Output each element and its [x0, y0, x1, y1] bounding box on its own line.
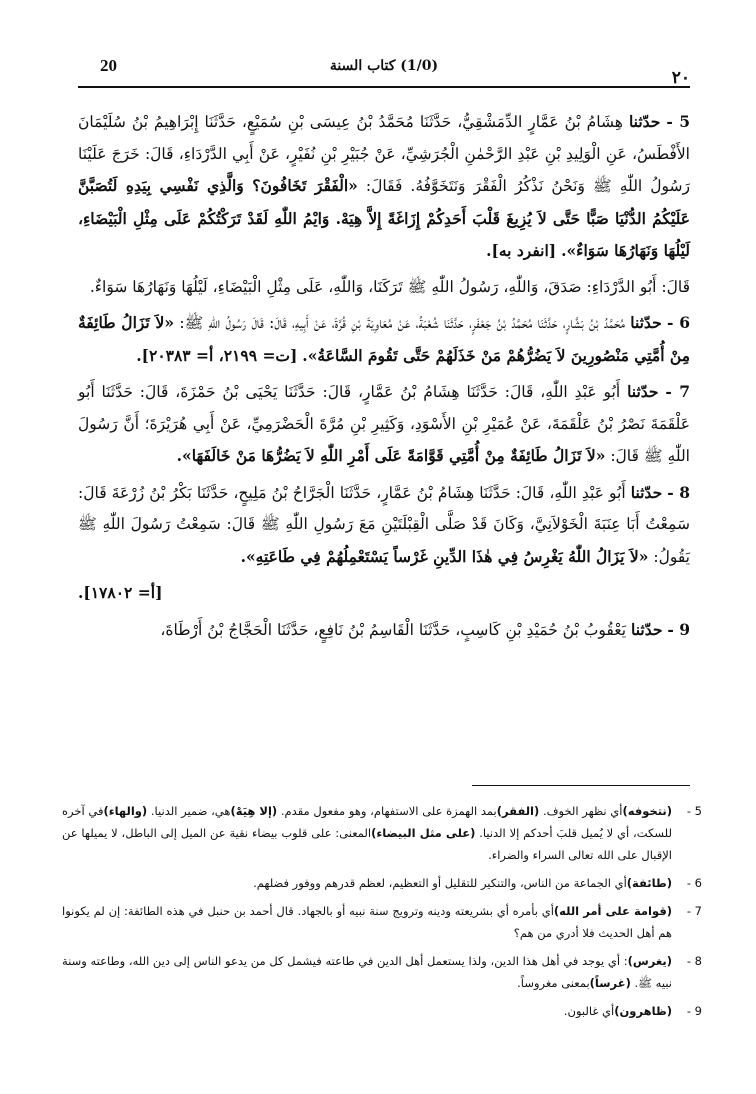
hadith-isnad: يَعْقُوبُ بْنُ حُمَيْدِ بْنِ كَاسِبٍ، حَدَّثَنَا الْقَاسِمُ بْنُ نَافِعٍ، حَدَّثَنَا الْحَجَّاجُ بْنُ أَرْطَاةَ،: [160, 620, 627, 639]
footnote-term: (على مثل البيضاء): [371, 826, 476, 840]
footnote-text: في آخره للسكت، أي لا يُميل قلبَ أحدكم إلا الدنيا.: [62, 804, 672, 840]
hadith-reference: [انفرد به].: [486, 241, 557, 260]
hadith-number: 6 -: [666, 313, 690, 332]
haddathana-word: حدّثنا: [627, 382, 659, 401]
footnote-divider: [472, 785, 690, 786]
footnote-term: (غرساً): [589, 976, 631, 990]
hadith-8: [78, 477, 690, 574]
footnote-text: المعنى: على قلوب بيضاء نقية عن الميل إلى الباطل، لا يميلها عن الإقبال على الله تعالى السراء والضراء.: [62, 826, 672, 862]
footnote-text: أي الجماعة من الناس، والتنكير للتقليل أو التعظيم، لعظم قدرهم ووفور فضلهم.: [253, 876, 627, 890]
haddathana-word: حدّثنا: [630, 313, 662, 332]
hadith-isnad: أَبُو عَبْدِ اللّٰهِ، قَالَ: حَدَّثَنَا هِشَامُ بْنُ عَمَّارٍ، قَالَ: حَدَّثَنَا يَحْيَى بْنُ حَمْزَةَ، قَالَ: حَدَّثَنَا أَبُو عَلْقَمَةَ نَصْرُ بْنُ عَلْقَمَةَ، عَنْ عُمَيْرِ بْنِ الأَسْوَدِ، وَكَثِيرِ بْنِ مُرَّةَ الْحَضْرَمِيِّ، عَنْ أَبِي هُرَيْرَةَ؛ أَنَّ رَسُولَ اللّٰهِ ﷺ قَالَ:: [78, 383, 690, 465]
footnote-term: (قوامة على أمر الله): [553, 904, 672, 918]
haddathana-word: حدّثنا: [628, 112, 661, 131]
footnote-text: أي نظهر الخوف.: [539, 804, 623, 818]
page-number-arabic: ٢٠: [671, 68, 690, 88]
hadith-matn: «لاَ يَزَالُ اللّٰهُ يَغْرِسُ فِي هٰذَا الدِّينِ غَرْساً يَسْتَعْمِلُهُمْ فِي طَاعَتِهِ».: [240, 546, 649, 566]
hadith-isnad: أَبُو عَبْدِ اللّٰهِ، قَالَ: حَدَّثَنَا هِشَامُ بْنُ عَمَّارٍ، حَدَّثَنَا الْجَرَّاحُ بْنُ مَلِيحٍ، حَدَّثَنَا بَكْرُ بْنُ زُرْعَةَ قَالَ: سَمِعْتُ أَبَا عِنَبَةَ الْخَوْلاَنِيَّ، وَكَانَ قَدْ صَلَّى الْقِبْلَتَيْنِ مَعَ رَسُولِ اللّٰهِ ﷺ قَالَ: سَمِعْتُ رَسُولَ اللّٰهِ ﷺ يَقُولُ:: [78, 483, 690, 566]
footnote-text: : أي يوجد في أهل هذا الدين، ولذا يستعمل أهل الدين في طاعته فيشمل كل من يدعو الناس إلى دين الله، وطاعته وسنة نبيه ﷺ.: [62, 954, 672, 990]
footnote: [62, 950, 702, 994]
footnote-number: 5 -: [686, 804, 702, 818]
footnote-number: 7 -: [686, 904, 702, 918]
hadith-number: 8 -: [667, 482, 690, 502]
hadith-number: 7 -: [665, 382, 690, 401]
page-header: [78, 52, 690, 88]
hadith-9: [78, 614, 690, 647]
footnote-number: 6 -: [686, 876, 702, 890]
hadith-8-reference: [78, 577, 690, 610]
hadith-reference: [ت= ٢١٩٩، أ= ٢٠٣٨٣].: [136, 345, 298, 365]
hadith-matn: «لاَ تَزَالُ طَائِفَةٌ مِنْ أُمَّتِي قَوَّامَةً عَلَى أَمْرِ اللّٰهِ لاَ يَضُرُّهَا مَنْ خَالَفَهَا».: [176, 446, 606, 465]
footnote-term: (والهاء): [103, 804, 148, 818]
footnote-number: 9 -: [686, 1004, 702, 1018]
hadith-5-comment: [78, 272, 690, 304]
hadith-reference: [أ= ١٧٨٠٢].: [78, 583, 163, 602]
hadith-6: [78, 307, 690, 372]
footnote: [62, 900, 702, 944]
footnote-term: (ظاهرون): [614, 1004, 672, 1018]
hadith-comment: قَالَ: أَبُو الدَّرْدَاءِ: صَدَقَ، وَاللّٰهِ، رَسُولُ اللّٰهِ ﷺ تَرَكَنَا، وَاللّٰهِ، عَلَى مِثْلِ الْبَيْضَاءِ، لَيْلُهَا وَنَهَارُهَا سَوَاءٌ.: [89, 277, 690, 296]
hadith-number: 9 -: [667, 619, 690, 639]
hadith-isnad: هِشَامُ بْنُ عَمَّارٍ الدِّمَشْقِيُّ، حَدَّثَنَا مُحَمَّدُ بْنُ عِيسَى بْنِ سُمَيْعٍ، حَدَّثَنَا إِبْرَاهِيمُ بْنُ سُلَيْمَانَ الأَفْطَسُ، عَنِ الْوَلِيدِ بْنِ عَبْدِ الرَّحْمٰنِ الْجُرَشِيِّ، عَنْ جُبَيْرِ بْنِ نُفَيْرٍ، عَنْ أَبِي الدَّرْدَاءِ، قَالَ: خَرَجَ عَلَيْنَا رَسُولُ اللّٰهِ ﷺ وَنَحْنُ نَذْكُرُ الْفَقْرَ وَنَتَخَوَّفُهُ. فَقَالَ:: [78, 113, 691, 195]
hadith-body: [78, 106, 690, 650]
chapter-title: (1/0) كتاب السنة: [329, 58, 439, 74]
footnotes: [62, 800, 702, 1028]
footnote-text: بمعنى مغروساً.: [517, 976, 590, 990]
hadith-number: 5 -: [666, 112, 690, 131]
footnote-text: أي بأمره أي بشريعته ودينه وترويج سنة نبيه أو بالجهاد. قال أحمد بن حنبل في هذه الطائفة: إن لم يكونوا هم أهل الحديث فلا أدري من هم؟: [62, 904, 672, 940]
footnote-term: (يغرس): [627, 954, 672, 968]
page-number-latin: 20: [100, 56, 117, 75]
hadith-isnad: مُحَمَّدُ بْنُ بَشَّارٍ، حَدَّثَنَا مُحَمَّدُ بْنُ جَعْفَرٍ، حَدَّثَنَا شُعْبَةُ، عَنْ مُعَاوِيَةَ بْنِ قُرَّةَ، عَنْ أَبِيهِ، قَالَ: قَالَ رَسُولُ اللّٰهِ ﷺ:: [179, 314, 625, 332]
footnote-term: (نتخوفه): [622, 804, 673, 818]
footnote: [62, 872, 702, 894]
hadith-matn: «الْفَقْرَ تَخَافُونَ؟ وَالَّذِي نَفْسِي بِيَدِهِ لَتُصَبَّنَّ عَلَيْكُمُ الدُّنْيَا صَبًّا حَتَّى لاَ يُزِيغَ قَلْبَ أَحَدِكُمْ إِزَاغَةً إِلاَّ هِيَهْ. وَايْمُ اللّٰهِ لَقَدْ تَرَكْتُكُمْ عَلَى مِثْلِ الْبَيْضَاءِ، لَيْلُهَا وَنَهَارُهَا سَوَاءٌ».: [78, 176, 690, 260]
footnote: [62, 1000, 702, 1022]
hadith-5: [78, 106, 690, 268]
haddathana-word: حدّثنا: [630, 619, 663, 639]
footnote-text: هي، ضمير الدنيا.: [147, 804, 231, 818]
footnote: [62, 800, 702, 866]
footnote-term: (إلا هِيَهْ): [230, 804, 278, 818]
hadith-matn: «لاَ تَزَالُ طَائِفَةٌ مِنْ أُمَّتِي مَنْصُورِينَ لاَ يَضُرُّهُمْ مَنْ خَذَلَهُمْ حَتَّى تَقُومَ السَّاعَةُ».: [78, 313, 690, 365]
footnote-text: بمد الهمزة على الاستفهام، وهو مفعول مقدم.: [277, 804, 497, 818]
footnote-term: (الفقر): [496, 804, 540, 818]
hadith-7: [78, 376, 690, 473]
footnote-number: 8 -: [686, 954, 702, 968]
footnote-text: أي غالبون.: [563, 1004, 615, 1018]
footnote-term: (طائفة): [626, 876, 672, 890]
haddathana-word: حدّثنا: [630, 482, 663, 502]
